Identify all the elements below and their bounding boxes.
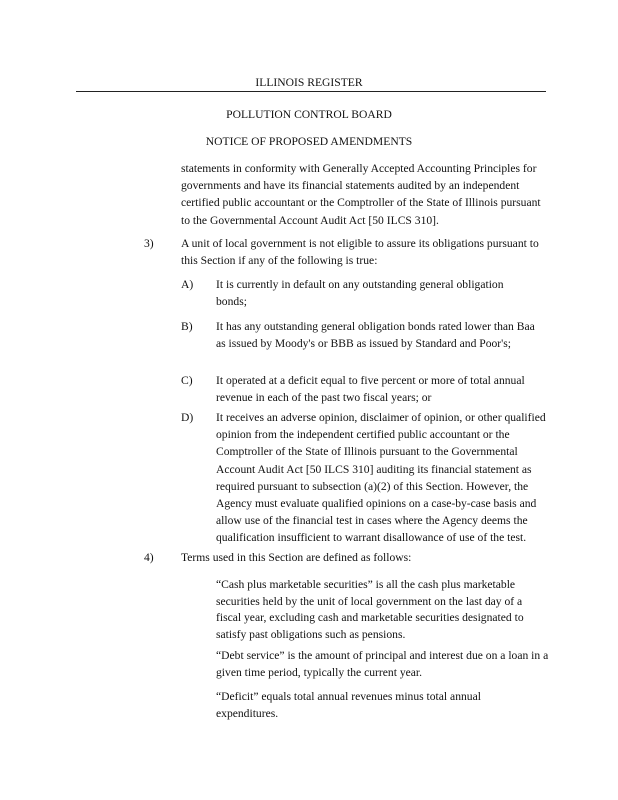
item-4-marker: 4)	[144, 551, 154, 564]
definition-cash: “Cash plus marketable securities” is all the cash plus marketable securities held by the unit of local government on the last day of a fiscal year, excluding cash and marketable securities designated to satisfy past obligations such as pensions.	[216, 578, 524, 641]
register-title: ILLINOIS REGISTER	[255, 76, 363, 89]
item-3c-text: It operated at a deficit equal to five percent or more of total annual revenue in each of the past two fiscal years; or	[216, 374, 525, 405]
agency-title: POLLUTION CONTROL BOARD	[226, 108, 392, 121]
item-3a-marker: A)	[181, 278, 194, 291]
item-3a-text: It is currently in default on any outstanding general obligation bonds;	[216, 278, 504, 309]
continuation-paragraph: statements in conformity with Generally Accepted Accounting Principles for governments and have its financial statements audited by an independent certified public accountant or the Comptroller of the State of Illinois pursuant to the Governmental Account Audit Act [50 ILCS 310].	[181, 162, 541, 227]
item-3c-marker: C)	[181, 374, 193, 387]
notice-title: NOTICE OF PROPOSED AMENDMENTS	[205, 135, 413, 148]
item-3-text: A unit of local government is not eligible to assure its obligations pursuant to this Section if any of the following is true:	[181, 237, 539, 268]
item-3d-text: It receives an adverse opinion, disclaimer of opinion, or other qualified opinion from the independent certified public accountant or the Comptroller of the State of Illinois pursuant to the Governmental Account Audit Act [50 ILCS 310] auditing its financial statement as required pursuant to subsection (a)(2) of this Section. However, the Agency must evaluate qualified opinions on a case-by-case basis and allow use of the financial test in cases where the Agency deems the qualification insufficient to warrant disallowance of use of the test.	[216, 411, 546, 545]
item-3d-marker: D)	[181, 411, 194, 424]
definition-debt-service: “Debt service” is the amount of principal and interest due on a loan in a given time period, typically the current year.	[216, 649, 549, 679]
item-3b-text: It has any outstanding general obligation bonds rated lower than Baa as issued by Moody's or BBB as issued by Standard and Poor's;	[216, 320, 535, 351]
item-4-text: Terms used in this Section are defined as follows:	[181, 551, 412, 564]
definition-deficit: “Deficit” equals total annual revenues minus total annual expenditures.	[216, 690, 481, 720]
item-3b-marker: B)	[181, 320, 193, 333]
item-3-marker: 3)	[144, 237, 154, 250]
header-rule	[76, 91, 546, 92]
